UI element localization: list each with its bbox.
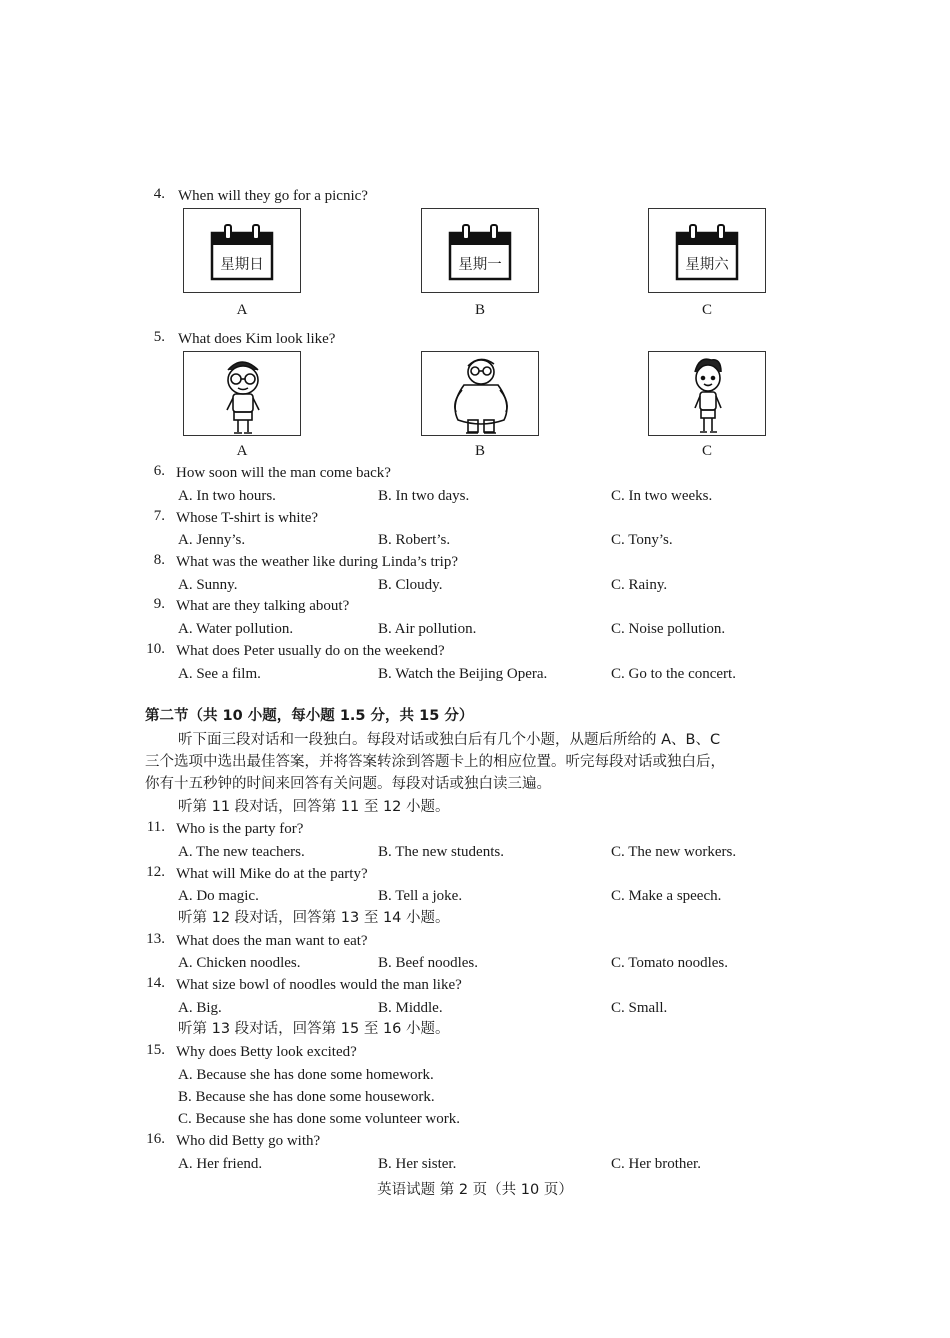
- question-text: Why does Betty look excited?: [176, 1044, 357, 1060]
- option-b: B. Cloudy.: [378, 577, 443, 593]
- option-c: C. Go to the concert.: [611, 666, 736, 682]
- option-b: B. Because she has done some housework.: [178, 1089, 435, 1105]
- option-b: B. Beef noodles.: [378, 955, 478, 971]
- question-number: 10.: [146, 641, 165, 657]
- boy-icon: [649, 352, 767, 437]
- question-number: 13.: [146, 931, 165, 947]
- question-number: 5.: [153, 329, 165, 345]
- option-label: B: [474, 302, 485, 318]
- option-a: A. Do magic.: [178, 888, 259, 904]
- option-c: C. The new workers.: [611, 844, 737, 860]
- option-a: A. The new teachers.: [178, 844, 305, 860]
- question-text: What was the weather like during Linda’s trip?: [176, 554, 458, 570]
- option-label: C: [701, 302, 712, 318]
- question-text: Who is the party for?: [176, 821, 304, 837]
- option-b: B. In two days.: [378, 488, 470, 504]
- option-c: C. Noise pollution.: [611, 621, 726, 637]
- question-number: 12.: [146, 864, 165, 880]
- option-a: A. Chicken noodles.: [178, 955, 301, 971]
- question-number: 14.: [146, 975, 165, 991]
- option-label: A: [236, 443, 248, 459]
- question-text: How soon will the man come back?: [176, 465, 391, 481]
- option-label: A: [236, 302, 248, 318]
- option-a: A. Sunny.: [178, 577, 238, 593]
- dialog-instruction: 听第 13 段对话，回答第 15 至 16 小题。: [178, 1021, 450, 1037]
- calendar-icon: [210, 223, 274, 281]
- question-number: 16.: [146, 1131, 165, 1147]
- instructions-line: 听下面三段对话和一段独白。每段对话或独白后有几个小题，从题后所给的 A、B、C: [178, 732, 721, 748]
- question-number: 4.: [153, 186, 165, 202]
- option-a: A. Because she has done some homework.: [178, 1067, 434, 1083]
- question-text: Who did Betty go with?: [176, 1133, 321, 1149]
- option-a: A. Jenny’s.: [178, 532, 246, 548]
- question-number: 15.: [146, 1042, 165, 1058]
- option-c: C. Make a speech.: [611, 888, 722, 904]
- option-c: C. Tony’s.: [611, 532, 673, 548]
- option-picture-b: [421, 351, 539, 436]
- instructions-line: 你有十五秒钟的时间来回答有关问题。每段对话或独白读三遍。: [145, 776, 551, 792]
- calendar-day: 星期六: [685, 257, 729, 273]
- page-footer: 英语试题 第 2 页（共 10 页）: [377, 1182, 573, 1198]
- option-a: A. Big.: [178, 1000, 222, 1016]
- option-b: B. The new students.: [378, 844, 504, 860]
- option-picture-b: [421, 208, 539, 293]
- calendar-icon: [675, 223, 739, 281]
- calendar-icon: [448, 223, 512, 281]
- question-number: 7.: [153, 508, 165, 524]
- option-picture-c: [648, 208, 766, 293]
- option-c: C. Because she has done some volunteer work.: [178, 1111, 461, 1127]
- question-text: What does Peter usually do on the weekend?: [176, 643, 445, 659]
- option-picture-a: [183, 351, 301, 436]
- option-b: B. Watch the Beijing Opera.: [378, 666, 548, 682]
- fat-man-with-glasses-icon: [422, 352, 540, 437]
- option-a: A. Water pollution.: [178, 621, 294, 637]
- question-text: What does the man want to eat?: [176, 933, 368, 949]
- instructions-line: 三个选项中选出最佳答案，并将答案转涂到答题卡上的相应位置。听完每段对话或独白后，: [145, 754, 725, 770]
- option-label: C: [701, 443, 712, 459]
- option-c: C. Small.: [611, 1000, 668, 1016]
- option-picture-c: [648, 351, 766, 436]
- option-label: B: [474, 443, 485, 459]
- question-text: What size bowl of noodles would the man like?: [176, 977, 462, 993]
- calendar-day: 星期日: [220, 257, 264, 273]
- boy-with-glasses-icon: [184, 352, 302, 437]
- option-b: B. Air pollution.: [378, 621, 477, 637]
- question-number: 11.: [146, 819, 165, 835]
- question-text: What does Kim look like?: [178, 331, 336, 347]
- question-text: What will Mike do at the party?: [176, 866, 368, 882]
- option-b: B. Middle.: [378, 1000, 443, 1016]
- question-number: 9.: [153, 596, 165, 612]
- option-c: C. Tomato noodles.: [611, 955, 729, 971]
- option-c: C. In two weeks.: [611, 488, 713, 504]
- question-number: 6.: [153, 463, 165, 479]
- option-c: C. Rainy.: [611, 577, 668, 593]
- option-b: B. Tell a joke.: [378, 888, 463, 904]
- option-b: B. Robert’s.: [378, 532, 451, 548]
- option-picture-a: [183, 208, 301, 293]
- option-a: A. In two hours.: [178, 488, 276, 504]
- question-text: Whose T-shirt is white?: [176, 510, 319, 526]
- dialog-instruction: 听第 11 段对话，回答第 11 至 12 小题。: [178, 799, 450, 815]
- option-a: A. Her friend.: [178, 1156, 263, 1172]
- option-b: B. Her sister.: [378, 1156, 457, 1172]
- option-a: A. See a film.: [178, 666, 261, 682]
- question-text: When will they go for a picnic?: [178, 188, 368, 204]
- section-heading: 第二节（共 10 小题，每小题 1.5 分，共 15 分）: [145, 708, 474, 724]
- dialog-instruction: 听第 12 段对话，回答第 13 至 14 小题。: [178, 910, 450, 926]
- option-c: C. Her brother.: [611, 1156, 701, 1172]
- question-text: What are they talking about?: [176, 598, 350, 614]
- question-number: 8.: [153, 552, 165, 568]
- calendar-day: 星期一: [458, 257, 502, 273]
